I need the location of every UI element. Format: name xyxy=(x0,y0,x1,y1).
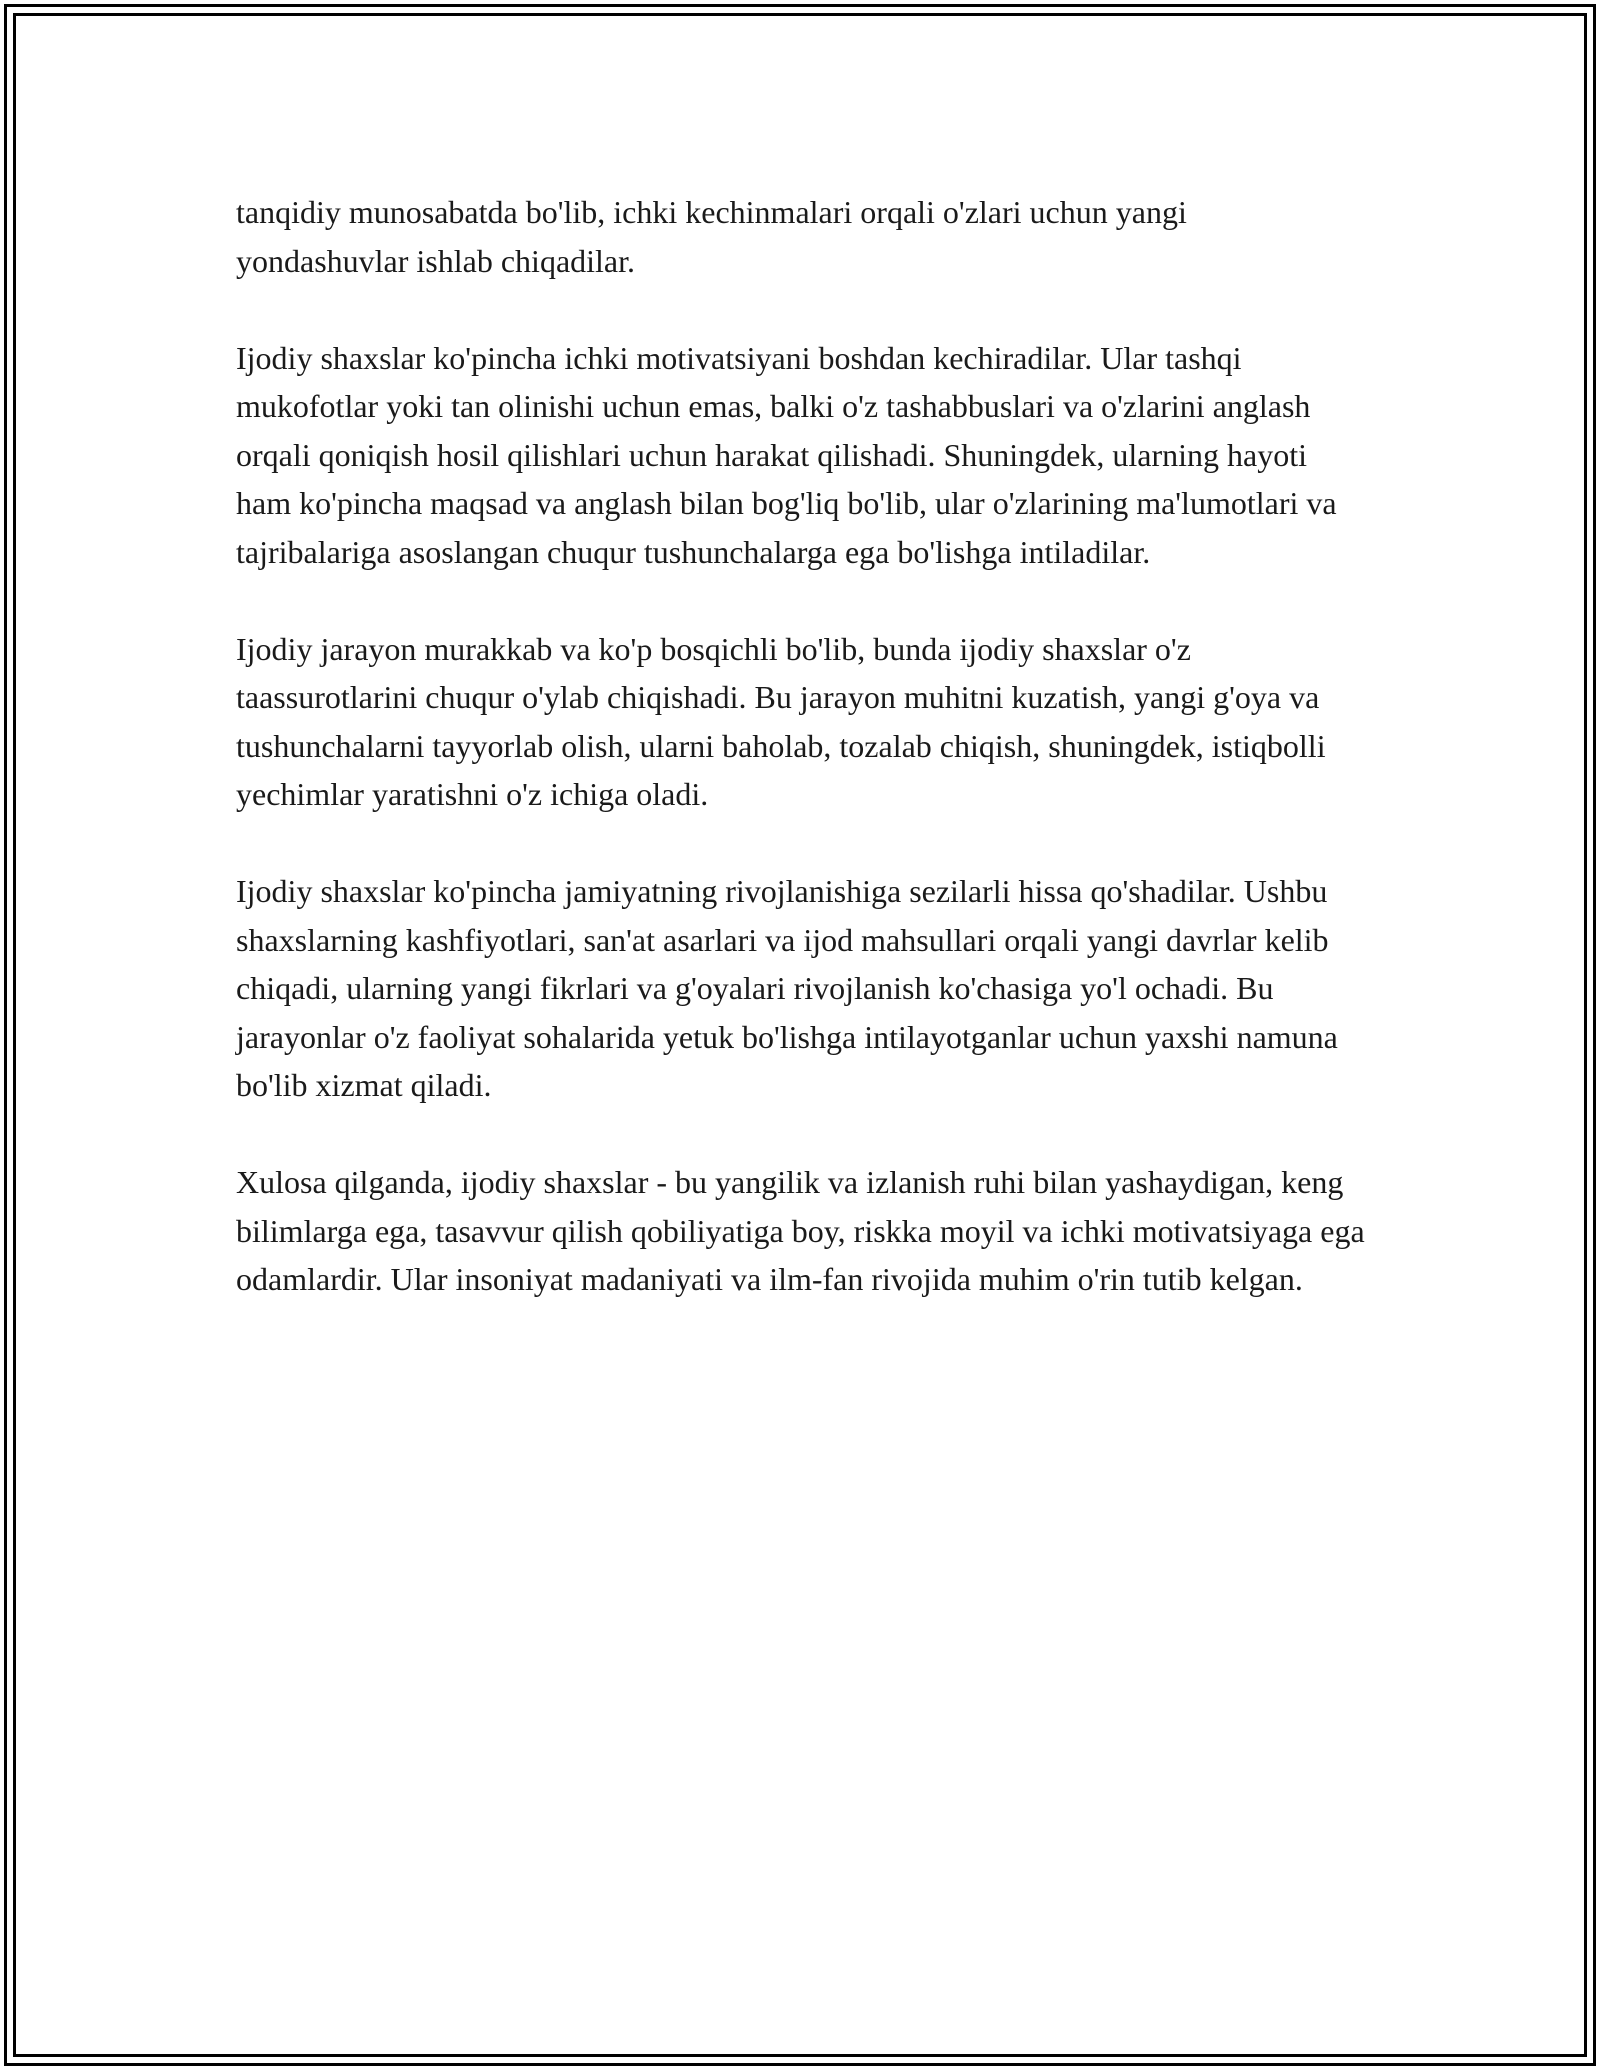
document-body xyxy=(236,188,1366,1352)
paragraph-3: Ijodiy jarayon murakkab va ko'p bosqichli bo'lib, bunda ijodiy shaxslar o'z taassurotlarini chuqur o'ylab chiqishadi. Bu jarayon muhitni kuzatish, yangi g'oya va tushunchalarni tayyorlab olish, ularni baholab, tozalab chiqish, shuningdek, istiqbolli yechimlar yaratishni o'z ichiga oladi. xyxy=(236,630,1326,812)
paragraph-2: Ijodiy shaxslar ko'pincha ichki motivatsiyani boshdan kechiradilar. Ular tashqi mukofotlar yoki tan olinishi uchun emas, balki o'z tashabbuslari va o'zlarini anglash orqali qoniqish hosil qilishlari uchun harakat qilishadi. Shuningdek, ularning hayoti ham ko'pincha maqsad va anglash bilan bog'liq bo'lib, ular o'zlarining ma'lumotlari va tajribalariga asoslangan chuqur tushunchalarga ega bo'lishga intiladilar. xyxy=(236,339,1337,570)
paragraph-4: Ijodiy shaxslar ko'pincha jamiyatning rivojlanishiga sezilarli hissa qo'shadilar. Ushbu shaxslarning kashfiyotlari, san'at asarlari va ijod mahsullari orqali yangi davrlar kelib chiqadi, ularning yangi fikrlari va g'oyalari rivojlanish ko'chasiga yo'l ochadi. Bu jarayonlar o'z faoliyat sohalarida yetuk bo'lishga intilayotganlar uchun yaxshi namuna bo'lib xizmat qiladi. xyxy=(236,873,1338,1103)
paragraph-5: Xulosa qilganda, ijodiy shaxslar - bu yangilik va izlanish ruhi bilan yashaydigan, keng bilimlarga ega, tasavvur qilish qobiliyatiga boy, riskka moyil va ichki motivatsiyaga ega odamlardir. Ular insoniyat madaniyati va ilm-fan rivojida muhim o'rin tutib kelgan. xyxy=(236,1164,1365,1297)
paragraph-1: tanqidiy munosabatda bo'lib, ichki kechinmalari orqali o'zlari uchun yangi yondashuvlar ishlab chiqadilar. xyxy=(236,194,1187,279)
